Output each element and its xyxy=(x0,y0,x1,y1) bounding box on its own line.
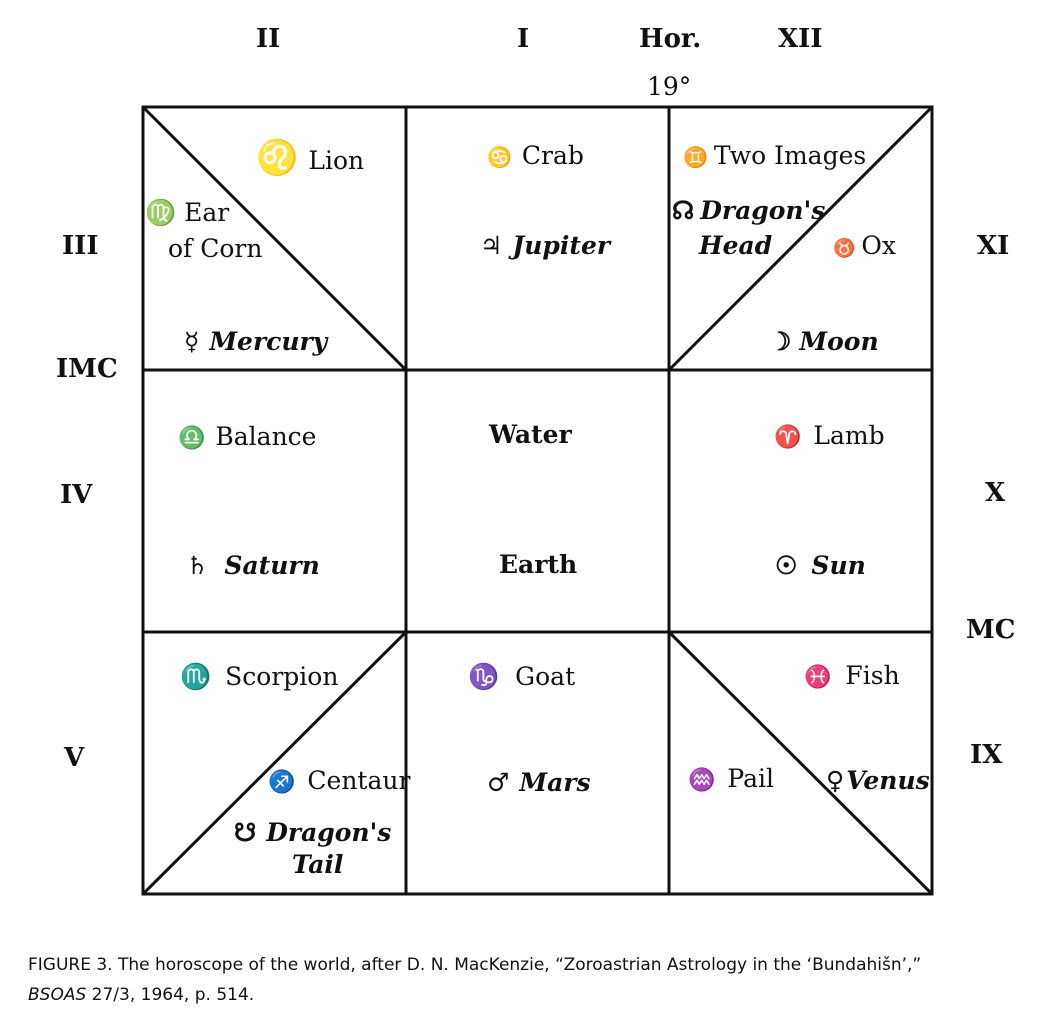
pisces-icon: ♓ xyxy=(804,665,832,690)
goat-label: Goat xyxy=(515,662,576,691)
house-xi-label: XI xyxy=(977,231,1010,261)
balance-label: Balance xyxy=(215,422,317,451)
virgo-icon: ♍ xyxy=(145,198,177,227)
jupiter-icon: ♃ xyxy=(480,231,503,260)
taurus-icon: ♉ xyxy=(833,238,856,259)
moon-label: Moon xyxy=(799,327,879,356)
descending-node-icon: ☋ xyxy=(234,818,257,847)
dragons-head-label-line1: Dragon's xyxy=(700,196,826,225)
libra-icon: ♎ xyxy=(178,426,206,451)
saturn-icon: ♄ xyxy=(186,551,209,580)
jupiter-entry xyxy=(480,231,610,260)
imc-label: IMC xyxy=(56,354,118,384)
mars-label: Mars xyxy=(519,768,591,797)
crab-label: Crab xyxy=(521,141,584,170)
mercury-icon: ☿ xyxy=(184,327,200,356)
ear-of-corn-label-line2: of Corn xyxy=(168,234,263,263)
aries-icon: ♈ xyxy=(774,425,802,450)
moon-entry xyxy=(769,327,879,356)
house-iii-label: III xyxy=(62,231,99,261)
dragons-tail-entry xyxy=(234,818,391,847)
two-images-entry xyxy=(683,141,866,170)
venus-icon: ♀ xyxy=(826,766,845,795)
mercury-label: Mercury xyxy=(209,327,328,356)
sun-icon: ☉ xyxy=(775,551,798,580)
mercury-entry xyxy=(184,327,327,356)
centaur-entry xyxy=(268,766,410,795)
mc-label: MC xyxy=(966,615,1016,645)
scorpio-icon: ♏ xyxy=(180,662,212,691)
sun-label: Sun xyxy=(811,551,866,580)
caption-journal: BSOAS xyxy=(28,985,87,1005)
fish-entry xyxy=(804,661,900,690)
house-xii-label: XII xyxy=(778,24,823,54)
gemini-icon: ♊ xyxy=(683,145,708,169)
mars-icon: ♂ xyxy=(487,768,510,797)
caption-citation: 27/3, 1964, p. 514. xyxy=(86,985,255,1005)
scorpion-label: Scorpion xyxy=(225,662,339,691)
house-i-label: I xyxy=(517,24,530,54)
saturn-label: Saturn xyxy=(224,551,320,580)
earth-label: Earth xyxy=(499,550,578,579)
lion-entry xyxy=(256,138,364,178)
mars-entry xyxy=(487,768,591,797)
caption-line-2 xyxy=(28,980,1018,1010)
figure-caption xyxy=(28,950,1018,1010)
caption-line-1: FIGURE 3. The horoscope of the world, after D. N. MacKenzie, “Zoroastrian Astrology in the ‘Bundahišn’,” xyxy=(28,955,922,975)
water-label: Water xyxy=(489,420,572,449)
house-ii-label: II xyxy=(256,24,281,54)
fish-label: Fish xyxy=(845,661,900,690)
ear-of-corn-label-line1: Ear xyxy=(184,198,230,227)
jupiter-label: Jupiter xyxy=(512,231,611,260)
house-ix-label: IX xyxy=(970,740,1003,770)
aquarius-icon: ♒ xyxy=(688,768,716,793)
dragons-head-label-line2: Head xyxy=(699,231,773,260)
house-v-label: V xyxy=(64,743,85,773)
dragons-head-entry xyxy=(672,196,825,225)
lamb-label: Lamb xyxy=(813,421,885,450)
ox-label: Ox xyxy=(861,231,897,260)
goat-entry xyxy=(468,662,575,692)
capricorn-icon: ♑ xyxy=(468,662,500,691)
ascending-node-icon: ☊ xyxy=(672,196,695,225)
scorpion-entry xyxy=(180,662,338,692)
dragons-tail-label-line1: Dragon's xyxy=(266,818,392,847)
cancer-icon: ♋ xyxy=(487,145,512,169)
venus-label: Venus xyxy=(846,766,930,795)
pail-label: Pail xyxy=(727,764,775,793)
degree-label: 19° xyxy=(647,72,692,101)
moon-icon: ☽ xyxy=(769,327,792,356)
sagittarius-icon: ♐ xyxy=(268,770,296,795)
pail-entry xyxy=(688,764,774,793)
balance-entry xyxy=(178,422,316,451)
saturn-entry xyxy=(186,551,320,580)
ox-entry xyxy=(833,231,896,260)
house-x-label: X xyxy=(985,478,1006,508)
centaur-label: Centaur xyxy=(307,766,411,795)
sun-entry xyxy=(775,551,866,580)
horoscopus-label: Hor. xyxy=(639,24,702,54)
leo-icon: ♌ xyxy=(256,138,299,178)
lamb-entry xyxy=(774,421,885,450)
dragons-tail-label-line2: Tail xyxy=(292,850,344,879)
crab-entry xyxy=(487,141,584,170)
house-iv-label: IV xyxy=(60,480,93,510)
venus-entry xyxy=(826,766,930,795)
ear-of-corn-entry xyxy=(145,198,229,228)
two-images-label: Two Images xyxy=(713,141,867,170)
lion-label: Lion xyxy=(308,146,365,175)
